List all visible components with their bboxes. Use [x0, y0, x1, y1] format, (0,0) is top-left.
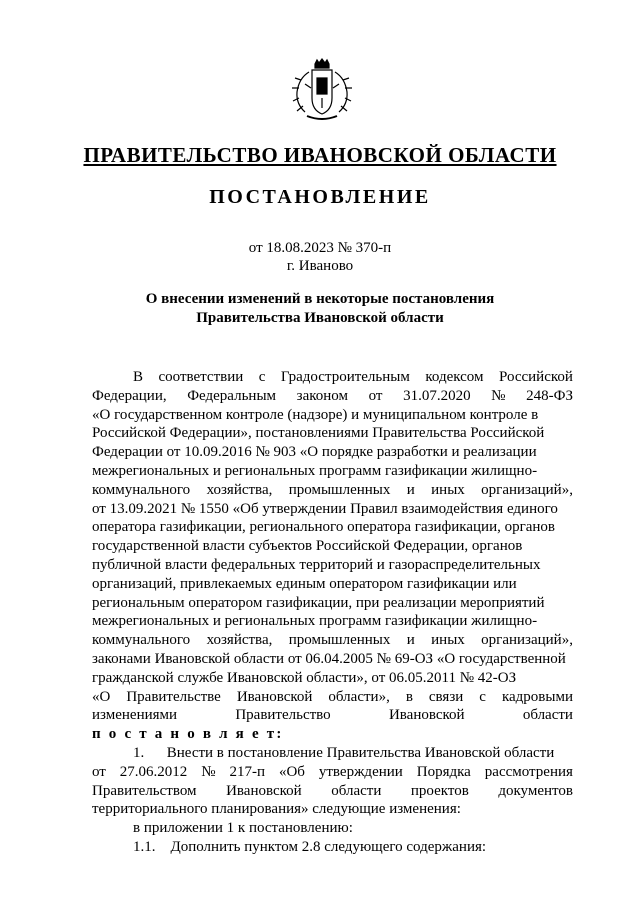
- body-line: Федерации от 10.09.2016 № 903 «О порядке разработки и реализации: [92, 444, 537, 460]
- body-line: 1.1. Дополнить пунктом 2.8 следующего содержания:: [133, 839, 487, 855]
- body-line: «О Правительстве Ивановской области», в связи с кадровыми: [92, 689, 573, 705]
- body-line: в приложении 1 к постановлению:: [133, 820, 353, 836]
- body-line: изменениями Правительство Ивановской области: [92, 707, 573, 723]
- body-line: гражданской службе Ивановской области», от 06.05.2011 № 42-ОЗ: [92, 670, 517, 686]
- body-line: государственной власти субъектов Российской Федерации, органов: [92, 538, 523, 554]
- body-line: организаций, привлекаемых единым оператором газификации или: [92, 576, 517, 592]
- document-type: ПОСТАНОВЛЕНИЕ: [209, 186, 431, 208]
- body-line: территориального планирования» следующие изменения:: [92, 801, 461, 817]
- body-line: Российской Федерации», постановлениями Правительства Российской: [92, 425, 545, 441]
- decision-word: п о с т а н о в л я е т:: [92, 726, 284, 742]
- body-line: Федерации, Федеральным законом от 31.07.2020 № 248-ФЗ: [92, 388, 573, 404]
- body-line: от 13.09.2021 № 1550 «Об утверждении Правил взаимодействия единого: [92, 501, 558, 517]
- body-line: коммунального хозяйства, промышленных и иных организаций»,: [92, 482, 573, 498]
- body-line: оператора газификации, регионального оператора газификации, органов: [92, 519, 556, 535]
- body-line: от 27.06.2012 № 217-п «Об утверждении Порядка рассмотрения: [92, 764, 573, 780]
- government-title: ПРАВИТЕЛЬСТВО ИВАНОВСКОЙ ОБЛАСТИ: [83, 143, 557, 167]
- date-number: от 18.08.2023 № 370-п: [248, 240, 392, 256]
- body-line: коммунального хозяйства, промышленных и иных организаций»,: [92, 632, 573, 648]
- body-line: публичной власти федеральных территорий и газораспределительных: [92, 557, 541, 573]
- body-line: межрегиональных и региональных программ газификации жилищно-: [92, 463, 538, 479]
- coat-of-arms-icon: [287, 58, 357, 124]
- body-line: законами Ивановской области от 06.04.2005 № 69-ОЗ «О государственной: [92, 651, 566, 667]
- body-line: 1. Внести в постановление Правительства Ивановской области: [133, 745, 555, 761]
- body-line: Правительством Ивановской области проектов документов: [92, 783, 573, 799]
- body-line: В соответствии с Градостроительным кодексом Российской: [133, 369, 573, 385]
- body-line: межрегиональных и региональных программ газификации жилищно-: [92, 613, 538, 629]
- body-line: «О государственном контроле (надзоре) и муниципальном контроле в: [92, 407, 539, 423]
- body-line: региональным оператором газификации, при реализации мероприятий: [92, 595, 545, 611]
- city: г. Иваново: [286, 258, 354, 274]
- document-subject: О внесении изменений в некоторые постановления Правительства Ивановской области: [145, 291, 495, 326]
